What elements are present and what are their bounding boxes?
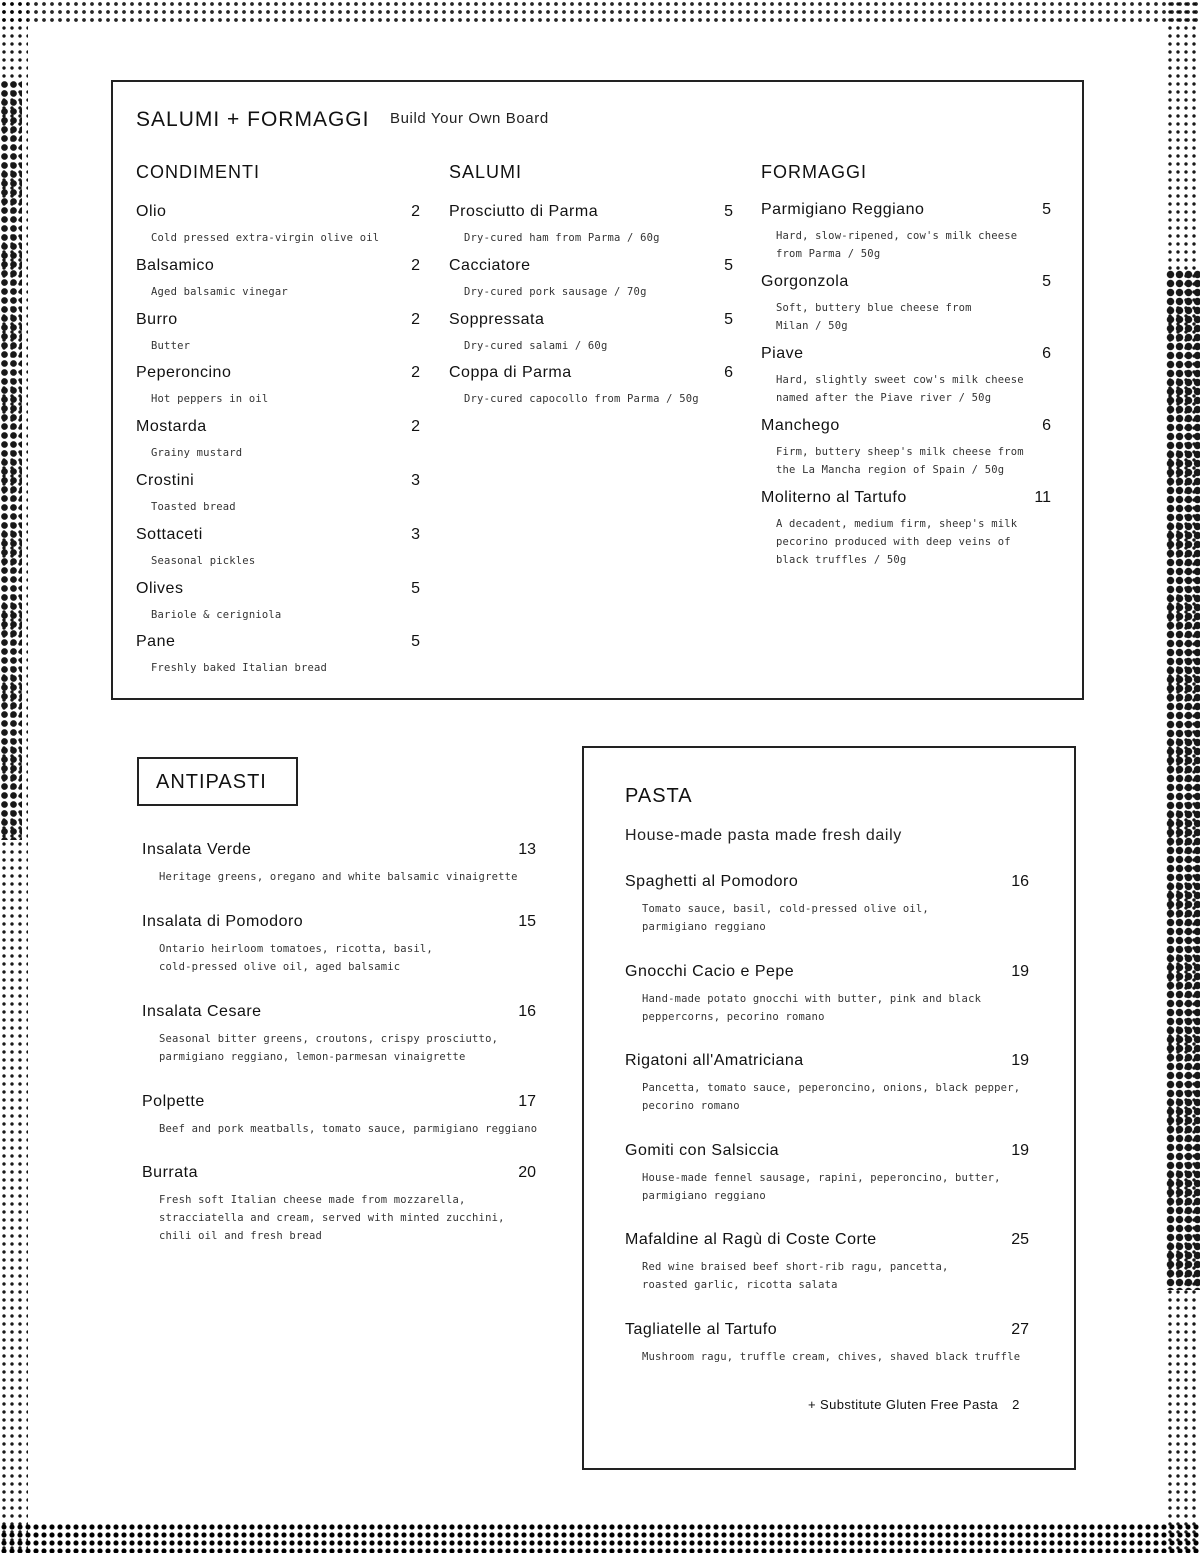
menu-item-description: Dry-cured capocollo from Parma / 50g	[464, 393, 699, 406]
halftone-border-top	[0, 0, 1200, 26]
menu-item-description: Heritage greens, oregano and white balsamic vinaigrette	[159, 871, 518, 883]
menu-item-description: Bariole & cerigniola	[151, 608, 282, 621]
menu-item-name: Gorgonzola	[761, 273, 849, 290]
menu-item-name: Mafaldine al Ragù di Coste Corte	[625, 1231, 877, 1249]
menu-item-description: Hot peppers in oil	[151, 393, 269, 406]
menu-item-description: Freshly baked Italian bread	[151, 662, 328, 675]
menu-item-price: 5	[411, 579, 420, 597]
menu-item-price: 19	[1011, 1141, 1029, 1159]
pasta-section	[582, 746, 1076, 1470]
menu-item-price: 2	[411, 256, 420, 274]
menu-item-name: Olio	[136, 203, 167, 220]
section-subtitle: Build Your Own Board	[390, 110, 549, 127]
menu-item-name: Spaghetti al Pomodoro	[625, 873, 799, 890]
menu-item-name: Cacciatore	[449, 256, 531, 274]
menu-item-price: 5	[724, 310, 733, 328]
pasta-subtitle: House-made pasta made fresh daily	[625, 827, 902, 844]
menu-item-description: named after the Piave river / 50g	[776, 392, 992, 404]
menu-item-price: 6	[1042, 417, 1051, 434]
menu-item-description: House-made fennel sausage, rapini, peperoncino, butter,	[642, 1171, 1001, 1184]
menu-item-description: Dry-cured pork sausage / 70g	[464, 285, 647, 298]
menu-item-name: Tagliatelle al Tartufo	[625, 1321, 778, 1338]
gluten-free-price: 2	[1012, 1397, 1020, 1412]
menu-item-description: Ontario heirloom tomatoes, ricotta, basil,	[159, 942, 433, 955]
menu-item-description: parmigiano reggiano	[642, 1189, 766, 1202]
menu-item-description: Tomato sauce, basil, cold-pressed olive oil,	[642, 903, 929, 915]
menu-item-description: parmigiano reggiano, lemon-parmesan vinaigrette	[159, 1050, 466, 1063]
menu-item-description: Firm, buttery sheep's milk cheese from	[776, 446, 1024, 458]
menu-item-price: 2	[411, 203, 420, 220]
menu-item-price: 5	[724, 203, 733, 220]
menu-item-name: Burrata	[142, 1164, 198, 1181]
menu-item-price: 5	[411, 633, 420, 651]
menu-item-description: Seasonal pickles	[151, 554, 256, 567]
menu-item-price: 2	[411, 364, 420, 382]
menu-item-description: Dry-cured salami / 60g	[464, 339, 608, 352]
menu-item-name: Mostarda	[136, 418, 207, 436]
menu-item-description: Dry-cured ham from Parma / 60g	[464, 232, 660, 244]
menu-item-name: Gnocchi Cacio e Pepe	[625, 962, 795, 980]
pasta-title: PASTA	[625, 785, 693, 807]
menu-item-price: 16	[518, 1002, 536, 1020]
menu-item-description: Fresh soft Italian cheese made from mozzarella,	[159, 1194, 466, 1206]
menu-item-description: Hard, slightly sweet cow's milk cheese	[776, 374, 1024, 386]
menu-item-price: 11	[1034, 489, 1051, 506]
menu-item-description: pecorino produced with deep veins of	[776, 536, 1011, 548]
menu-item-description: Hand-made potato gnocchi with butter, pink and black	[642, 992, 982, 1005]
antipasti-title-box	[137, 757, 298, 806]
menu-item-name: Soppressata	[449, 310, 545, 328]
menu-item-name: Peperoncino	[136, 364, 232, 382]
menu-item-price: 25	[1011, 1231, 1029, 1249]
menu-item-name: Crostini	[136, 472, 195, 489]
condimenti-heading: CONDIMENTI	[136, 162, 260, 182]
menu-item-name: Rigatoni all'Amatriciana	[625, 1052, 804, 1070]
menu-item-description: roasted garlic, ricotta salata	[642, 1279, 838, 1292]
salumi-heading: SALUMI	[449, 162, 523, 182]
salumi-formaggi-section	[111, 80, 1084, 700]
menu-item-price: 17	[518, 1092, 536, 1110]
menu-item-price: 13	[518, 841, 536, 858]
antipasti-title: ANTIPASTI	[156, 771, 267, 793]
menu-item-description: Grainy mustard	[151, 447, 243, 460]
section-title: SALUMI + FORMAGGI	[136, 108, 370, 131]
menu-item-price: 5	[1042, 273, 1051, 290]
menu-item-price: 2	[411, 418, 420, 436]
menu-item-description: Cold pressed extra-virgin olive oil	[151, 232, 380, 244]
menu-item-description: stracciatella and cream, served with minted zucchini,	[159, 1212, 505, 1224]
menu-item-name: Polpette	[142, 1092, 205, 1110]
menu-item-description: Butter	[151, 339, 191, 352]
menu-item-description: parmigiano reggiano	[642, 921, 766, 933]
menu-item-description: Mushroom ragu, truffle cream, chives, shaved black truffle	[642, 1351, 1021, 1363]
menu-item-description: Red wine braised beef short-rib ragu, pancetta,	[642, 1261, 949, 1274]
menu-item-description: the La Mancha region of Spain / 50g	[776, 464, 1005, 476]
menu-item-name: Parmigiano Reggiano	[761, 201, 925, 218]
menu-item-name: Moliterno al Tartufo	[761, 489, 907, 506]
menu-item-description: A decadent, medium firm, sheep's milk	[776, 518, 1018, 530]
menu-item-description: Pancetta, tomato sauce, peperoncino, onions, black pepper,	[642, 1082, 1021, 1095]
menu-item-name: Balsamico	[136, 256, 215, 274]
halftone-border-left	[0, 0, 28, 1553]
menu-item-price: 16	[1011, 873, 1029, 890]
menu-item-description: from Parma / 50g	[776, 248, 881, 260]
menu-item-name: Sottaceti	[136, 525, 203, 543]
menu-item-description: Milan / 50g	[776, 320, 848, 332]
menu-item-price: 6	[724, 364, 733, 382]
menu-item-name: Coppa di Parma	[449, 364, 572, 382]
menu-item-description: Soft, buttery blue cheese from	[776, 302, 972, 314]
menu-item-description: cold-pressed olive oil, aged balsamic	[159, 960, 401, 973]
menu-item-description: Hard, slow-ripened, cow's milk cheese	[776, 230, 1018, 242]
halftone-border-bottom	[0, 1523, 1200, 1553]
menu-item-description: Toasted bread	[151, 501, 236, 513]
menu-item-price: 19	[1011, 962, 1029, 980]
menu-item-name: Piave	[761, 345, 804, 362]
halftone-border-right	[1166, 0, 1200, 1553]
menu-item-name: Olives	[136, 579, 184, 597]
menu-item-name: Pane	[136, 633, 176, 651]
menu-item-price: 5	[1042, 201, 1051, 218]
menu-item-description: chili oil and fresh bread	[159, 1230, 323, 1242]
menu-item-description: Aged balsamic vinegar	[151, 285, 288, 298]
menu-item-name: Prosciutto di Parma	[449, 203, 599, 220]
menu-item-description: Beef and pork meatballs, tomato sauce, parmigiano reggiano	[159, 1122, 538, 1135]
menu-item-price: 2	[411, 310, 420, 328]
menu-item-name: Insalata Cesare	[142, 1002, 262, 1020]
menu-item-description: Seasonal bitter greens, croutons, crispy prosciutto,	[159, 1032, 499, 1045]
menu-item-price: 3	[411, 472, 420, 489]
menu-item-name: Burro	[136, 310, 178, 328]
menu-item-price: 6	[1042, 345, 1051, 362]
menu-item-name: Insalata Verde	[142, 841, 252, 858]
menu-item-price: 5	[724, 256, 733, 274]
gluten-free-note	[808, 1397, 1020, 1412]
menu-item-price: 20	[518, 1164, 536, 1181]
menu-item-price: 3	[411, 525, 420, 543]
menu-item-name: Manchego	[761, 417, 840, 434]
gluten-free-label: + Substitute Gluten Free Pasta	[808, 1397, 999, 1412]
menu-item-name: Insalata di Pomodoro	[142, 912, 304, 930]
menu-item-price: 27	[1011, 1321, 1029, 1338]
menu-item-name: Gomiti con Salsiccia	[625, 1141, 780, 1159]
menu-item-price: 15	[518, 912, 536, 930]
menu-item-description: pecorino romano	[642, 1100, 740, 1113]
formaggi-heading: FORMAGGI	[761, 162, 867, 182]
menu-item-description: peppercorns, pecorino romano	[642, 1010, 825, 1023]
menu-item-price: 19	[1011, 1052, 1029, 1070]
menu-item-description: black truffles / 50g	[776, 554, 907, 566]
